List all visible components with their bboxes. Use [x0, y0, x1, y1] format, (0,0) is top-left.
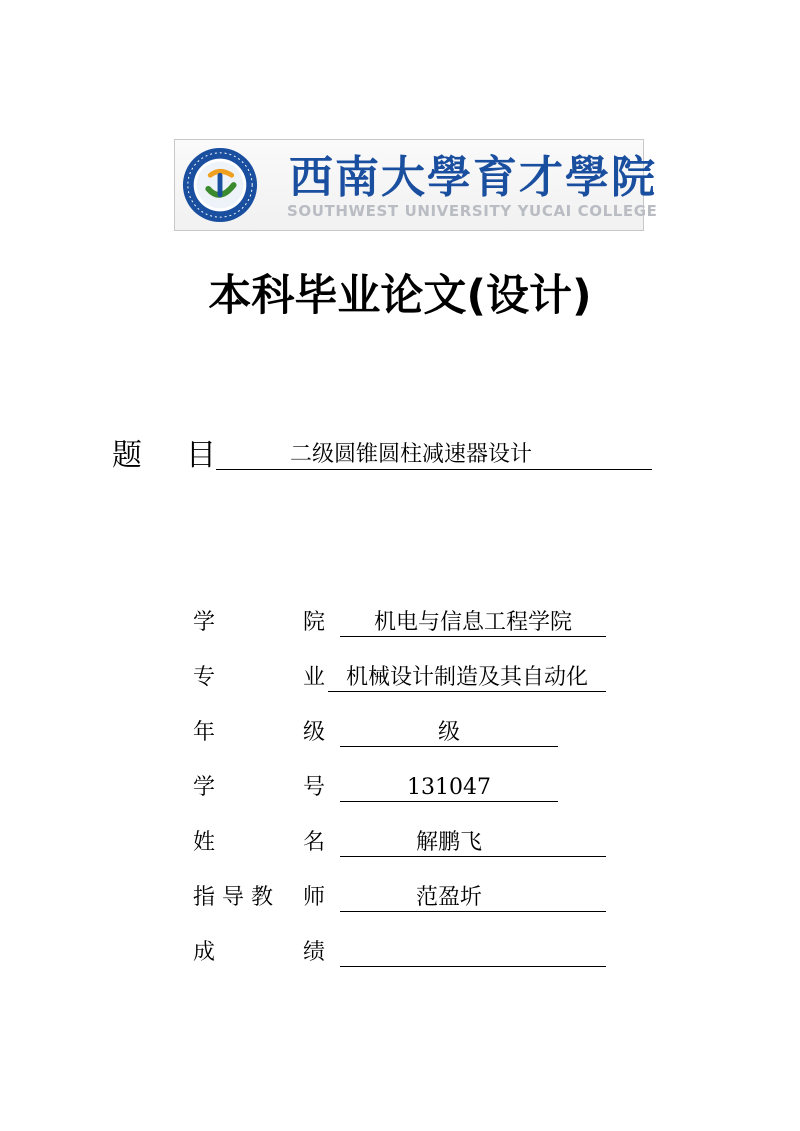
field-row-college — [0, 608, 800, 648]
college-logo-banner — [174, 139, 658, 231]
topic-value: 二级圆锥圆柱减速器设计 — [290, 442, 533, 467]
college-name-chinese: 西南大學育才學院 — [289, 152, 657, 203]
field-label-end: 级 — [303, 720, 326, 745]
topic-label-char-2: 目 — [186, 438, 216, 473]
field-label-end: 院 — [303, 610, 326, 635]
field-label-start: 指 导 教 — [193, 885, 273, 910]
field-label-start: 学 — [193, 775, 216, 800]
field-label-start: 年 — [193, 720, 216, 745]
major-value: 机械设计制造及其自动化 — [345, 665, 588, 690]
college-name-english: SOUTHWEST UNIVERSITY YUCAI COLLEGE — [287, 202, 658, 220]
college-seal-icon — [181, 146, 259, 224]
student-id-value: 131047 — [407, 775, 491, 800]
advisor-value: 范盈圻 — [415, 885, 482, 910]
field-label-start: 姓 — [193, 830, 216, 855]
field-label-end: 绩 — [303, 940, 326, 965]
field-row-score — [0, 938, 800, 978]
field-row-advisor — [0, 883, 800, 923]
topic-label — [112, 438, 216, 474]
field-label-end: 师 — [303, 885, 326, 910]
field-label-end: 名 — [303, 830, 326, 855]
field-row-major — [0, 663, 800, 703]
field-label-end: 业 — [303, 665, 326, 690]
field-label-start: 专 — [193, 665, 216, 690]
field-row-student-id — [0, 773, 800, 813]
field-row-name — [0, 828, 800, 868]
field-row-grade — [0, 718, 800, 758]
grade-value: 级 — [437, 720, 460, 745]
topic-label-char-1: 题 — [112, 438, 142, 473]
field-underline — [340, 938, 606, 967]
page-title: 本科毕业论文(设计) — [208, 271, 592, 321]
student-name-value: 解鹏飞 — [415, 830, 482, 855]
field-label-start: 学 — [193, 610, 216, 635]
field-label-end: 号 — [303, 775, 326, 800]
college-value: 机电与信息工程学院 — [373, 610, 572, 635]
field-label-start: 成 — [193, 940, 216, 965]
